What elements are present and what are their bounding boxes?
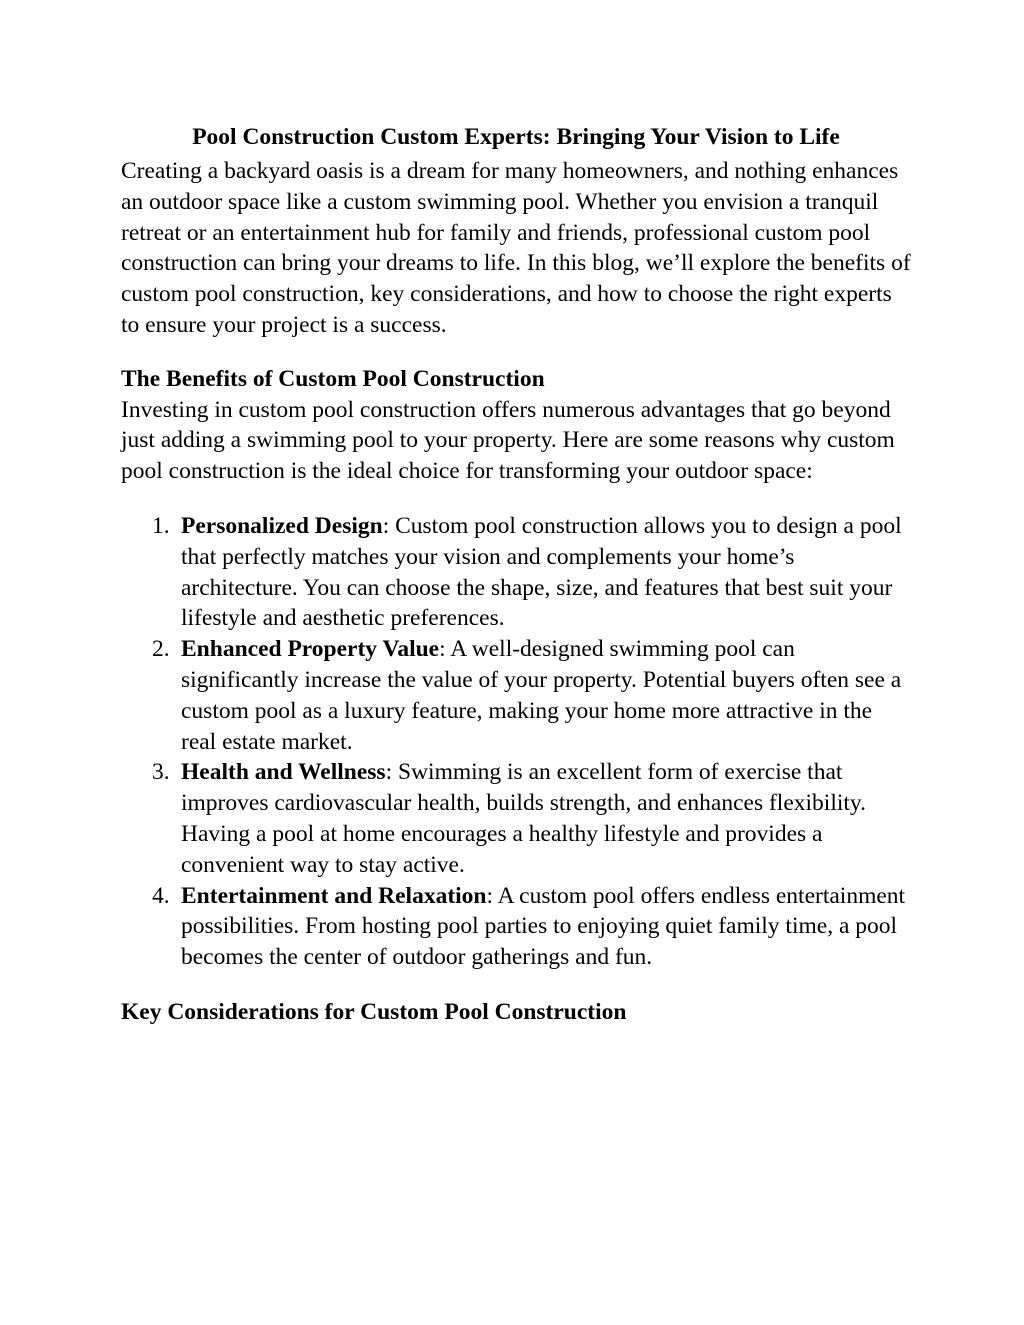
list-item-number: 3. [152,759,170,786]
list-item [121,881,911,973]
list-item-number: 4. [152,882,170,909]
list-item-number: 2. [152,636,170,663]
list-item-text: : A custom pool offers endless entertainment possibilities. From hosting pool parties to enjoying quiet family time, a pool becomes the center of outdoor gatherings and fun. [181,882,906,971]
list-item-term: Entertainment and Relaxation [181,882,487,909]
list-item-term: Enhanced Property Value [181,636,440,663]
section-heading-considerations: Key Considerations for Custom Pool Construction [121,998,627,1025]
section-heading-benefits: The Benefits of Custom Pool Construction [121,365,545,392]
list-item [121,757,911,880]
document-title: Pool Construction Custom Experts: Bringing Your Vision to Life [192,124,840,150]
list-item-text: : Custom pool construction allows you to design a pool that perfectly matches your vision and complements your home’s architecture. You can choose the shape, size, and features that best suit your lifestyle and aesthetic preferences. [181,512,902,632]
list-item-term: Personalized Design [181,512,383,539]
benefits-list [121,511,911,973]
list-item [121,634,911,757]
benefits-intro-paragraph: Investing in custom pool construction offers numerous advantages that go beyond just adding a swimming pool to your property. Here are some reasons why custom pool construction is the ideal choice for transforming your outdoor space: [121,396,895,485]
list-item-number: 1. [152,512,170,539]
list-item-term: Health and Wellness [181,759,386,786]
intro-paragraph: Creating a backyard oasis is a dream for many homeowners, and nothing enhances an outdoor space like a custom swimming pool. Whether you envision a tranquil retreat or an entertainment hub for family and friends, professional custom pool construction can bring your dreams to life. In this blog, we’ll explore the benefits of custom pool construction, key considerations, and how to choose the right experts to ensure your project is a success. [121,158,911,338]
document-page [121,118,911,1028]
list-item-text: : Swimming is an excellent form of exercise that improves cardiovascular health, builds strength, and enhances flexibility. Having a pool at home encourages a healthy lifestyle and provides a convenient way to stay active. [181,759,866,878]
list-item-text: : A well-designed swimming pool can significantly increase the value of your property. Potential buyers often see a custom pool as a luxury feature, making your home more attractive in the real estate market. [181,636,902,755]
list-item [121,511,911,634]
